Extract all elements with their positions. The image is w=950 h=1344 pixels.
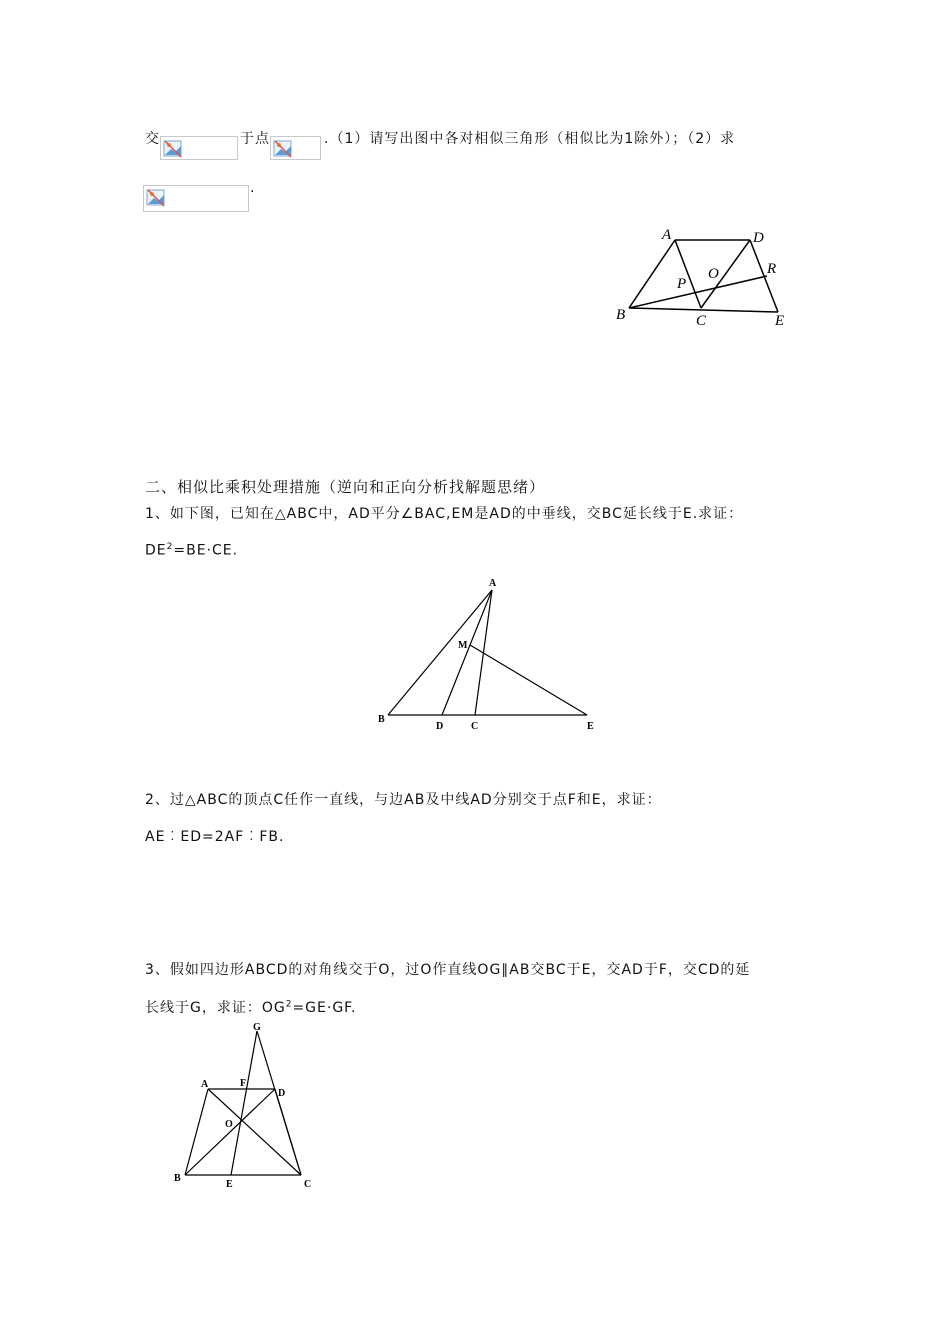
fig3-label-c: C xyxy=(304,1179,312,1190)
q2-line2: AE︰ED=2AF︰FB. xyxy=(145,829,285,845)
fig3-label-b: B xyxy=(174,1173,181,1184)
period: . xyxy=(250,180,256,196)
figure-1 xyxy=(600,220,810,335)
figure-2 xyxy=(370,572,610,737)
fig3-label-f: F xyxy=(240,1078,247,1089)
q3-line1: 3、假如四边形ABCD的对角线交于O，过O作直线OG∥AB交BC于E，交AD于F，交CD的延 xyxy=(145,962,751,978)
q1-line2: $DE^2=BE\cdot CE$. xyxy=(145,542,239,559)
broken-image-icon xyxy=(160,136,238,160)
fig1-label-o: O xyxy=(708,266,719,282)
fig2-label-c: C xyxy=(471,721,479,732)
text-jiao: 交 xyxy=(145,131,160,147)
fig3-label-a: A xyxy=(201,1079,209,1090)
broken-image-icon xyxy=(270,136,321,160)
fig1-label-c: C xyxy=(696,313,707,329)
fig1-label-e: E xyxy=(775,313,785,329)
text-yu-dian: 于点 xyxy=(240,131,270,147)
q2-line1: 2、过△ABC的顶点C任作一直线，与边AB及中线AD分别交于点F和E，求证： xyxy=(145,792,662,808)
fig1-label-b: B xyxy=(616,307,626,323)
fig1-label-p: P xyxy=(677,276,687,292)
fig1-label-r: R xyxy=(767,261,777,277)
broken-image-icon xyxy=(143,185,249,212)
fig2-label-b: B xyxy=(378,714,385,725)
question-text: .（1）请写出图中各对相似三角形（相似比为1除外）；（2）求 xyxy=(324,131,736,147)
fig3-label-g: G xyxy=(253,1022,261,1033)
q3-line2: 长线于G，求证：$OG^2=GE\cdot GF$. xyxy=(145,999,357,1016)
fig3-label-d: D xyxy=(278,1088,286,1099)
q1-line1: 1、如下图，已知在△ABC中，AD平分∠BAC,EM是AD的中垂线，交BC延长线于E.求证： xyxy=(145,506,744,522)
fig3-label-o: O xyxy=(225,1119,233,1130)
fig2-label-m: M xyxy=(458,640,468,651)
fig1-label-a: A xyxy=(662,227,672,243)
fig2-label-a: A xyxy=(489,578,497,589)
fig3-label-e: E xyxy=(226,1179,233,1190)
fig2-label-e: E xyxy=(587,721,594,732)
fig1-label-d: D xyxy=(753,230,764,246)
section-heading: 二、相似比乘积处理措施（逆向和正向分析找解题思绪） xyxy=(145,478,546,496)
figure-3 xyxy=(165,1020,325,1195)
fig2-label-d: D xyxy=(436,721,444,732)
